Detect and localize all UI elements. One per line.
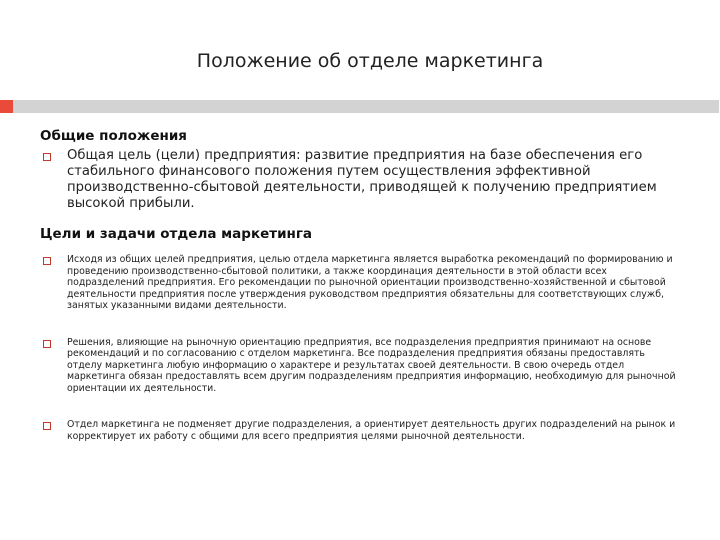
slide-content xyxy=(40,128,680,442)
list-item xyxy=(40,337,680,395)
square-bullet-icon xyxy=(43,257,51,265)
list-item xyxy=(40,419,680,442)
title-underline-bar xyxy=(13,100,719,113)
section-heading-general: Общие положения xyxy=(40,128,187,144)
list-item-text: Исходя из общих целей предприятия, целью отдела маркетинга является выработка рекомендаций по формированию и проведению производственно-сбытовой политики, а также координация деятельности в этой области всех подразделений предприятия. Его рекомендации по рыночной ориентации производственно-хозяйственной и сбытовой деятельности предприятия после утверждения руководством предприятия обязательны для соответствующих служб, занятых указанными видами деятельности. xyxy=(67,254,673,311)
list-item xyxy=(40,254,680,312)
list-item xyxy=(40,148,680,212)
title-accent-bar xyxy=(0,100,13,113)
square-bullet-icon xyxy=(43,153,51,161)
square-bullet-icon xyxy=(43,340,51,348)
list-item-text: Решения, влияющие на рыночную ориентацию предприятия, все подразделения предприятия принимают на основе рекомендаций и по согласованию с отделом маркетинга. Все подразделения предприятия обязаны предоставлять отделу маркетинга любую информацию о характере и результатах своей деятельности. В свою очередь отдел маркетинга обязан предоставлять всем другим подразделениям предприятия информацию, необходимую для рыночной ориентации их деятельности. xyxy=(67,336,676,394)
slide-title: Положение об отделе маркетинга xyxy=(196,50,544,72)
section-heading-goals: Цели и задачи отдела маркетинга xyxy=(40,226,313,242)
list-item-text: Отдел маркетинга не подменяет другие подразделения, а ориентирует деятельность других подразделений на рынок и корректирует их работу с общими для всего предприятия целями рыночной деятельности. xyxy=(67,419,676,442)
list-item-text: Общая цель (цели) предприятия: развитие предприятия на базе обеспечения его стабильного финансового положения путем осуществления эффективной производственно-сбытовой деятельности, приводящей к получению предприятием высокой прибыли. xyxy=(67,148,657,211)
square-bullet-icon xyxy=(43,422,51,430)
